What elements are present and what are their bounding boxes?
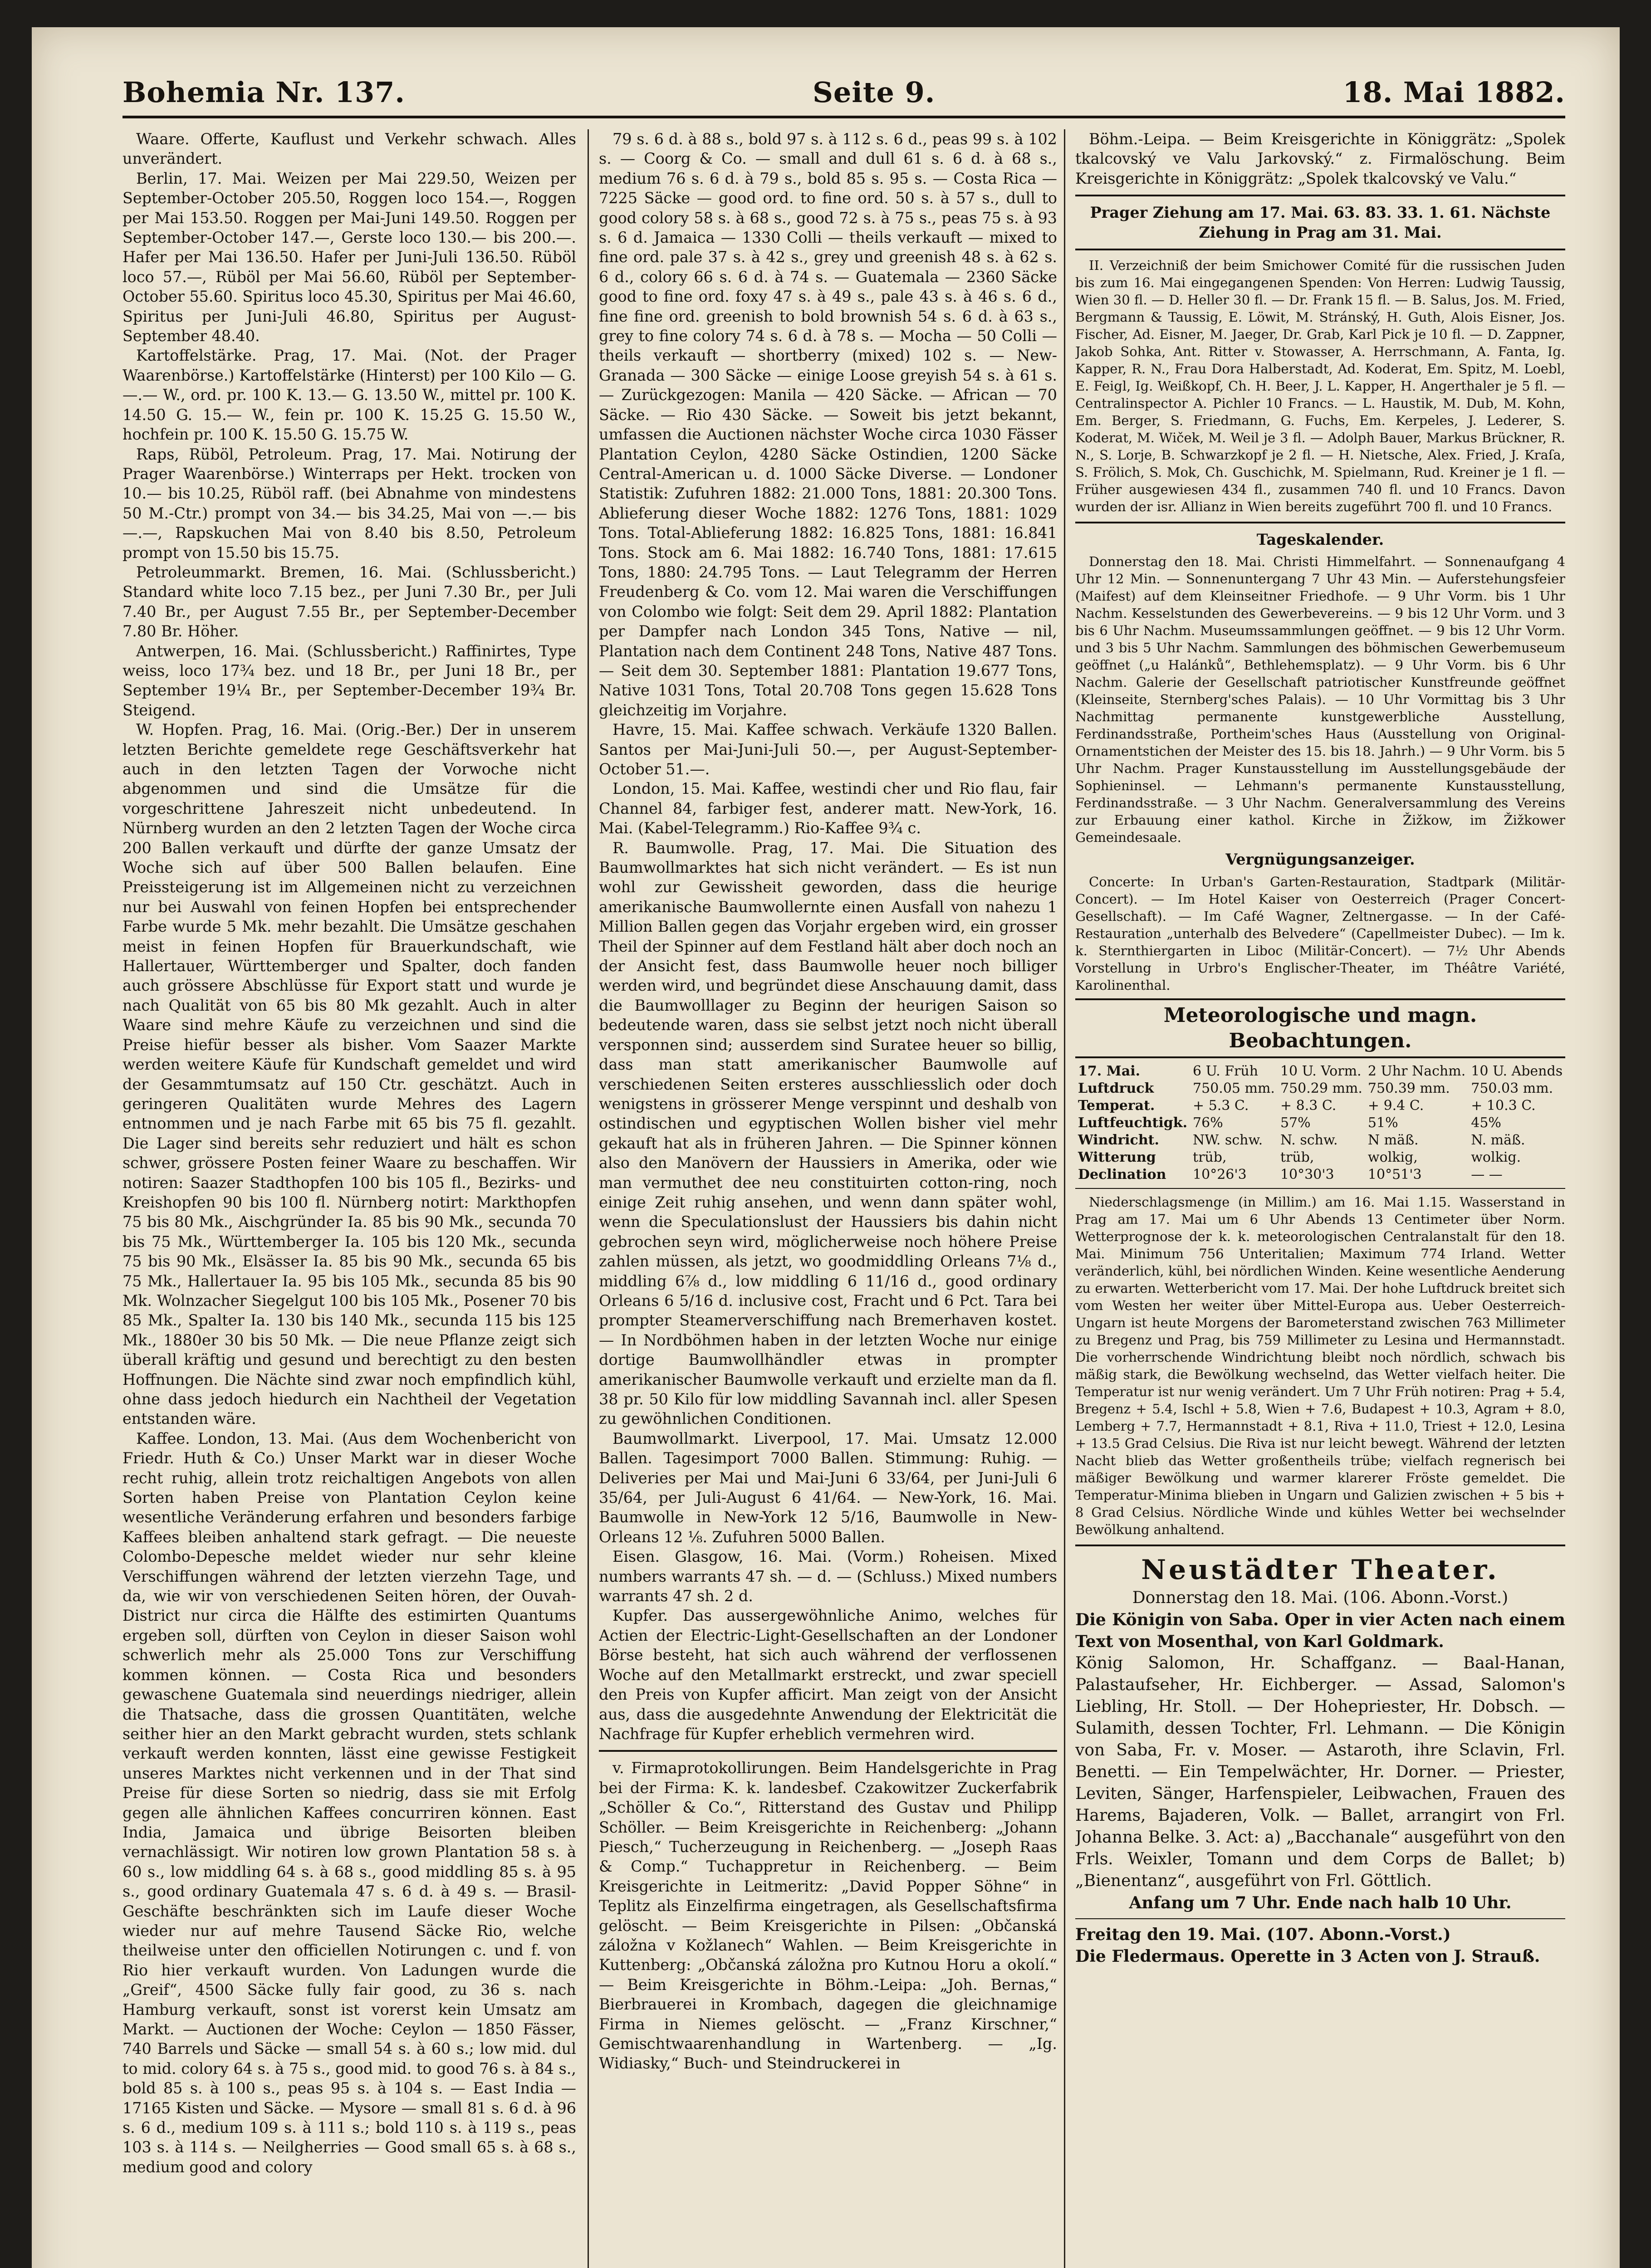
theater-line: Die Königin von Saba. Oper in vier Acten nach einem Text von Mosenthal, von Karl Goldmark. [1075, 1610, 1565, 1651]
article-paragraph: Waare. Offerte, Kauflust und Verkehr schwach. Alles unverändert. [122, 130, 576, 168]
table-row [1075, 1132, 1565, 1149]
theater-line: König Salomon, Hr. Schaffganz. — Baal-Hanan, Palastaufseher, Hr. Eichberger. — Assad, Salomon's Liebling, Hr. Stoll. — Der Hohepriester, Hr. Dobsch. — Sulamith, dessen Tochter, Frl. Lehmann. — Die Königin von Saba, Fr. v. Moser. — Astaroth, ihre Sclavin, Frl. Benetti. — Ein Tempelwächter, Hr. Dorner. — Priester, Leviten, Sänger, Harfenspieler, Leibwachen, Frauen des Harems, Bajaderen, Volk. — Ballet, arrangirt von Frl. Johanna Belke. 3. Act: a) „Bacchanale“ ausgeführt von den Frls. Weixler, Tomann und dem Corps de Ballet; b) „Bienentanz“, ausgeführt von Frl. Göttlich. [1075, 1653, 1565, 1890]
theater-line: Freitag den 19. Mai. (107. Abonn.-Vorst.) [1075, 1925, 1451, 1944]
donations-list: II. Verzeichniß der beim Smichower Comité für die russischen Juden bis zum 16. Mai eingegangenen Spenden: Von Herren: Ludwig Taussig, Wien 30 fl. — D. Heller 30 fl. — Dr. Frank 15 fl. — B. Salus, Jos. M. Fried, Bergmann & Taussig, E. Löwit, M. Stránský, H. Guth, Alois Eisner, Jos. Fischer, Ad. Eisner, M. Jaeger, Dr. Grab, Karl Pick je 10 fl. — D. Zappner, Jakob Sohka, Ant. Ritter v. Stowasser, A. Herrschmann, A. Fanta, Ig. Kapper, R. N., Frau Dora Halberstadt, Ad. Koderat, Em. Spitz, M. Loebl, E. Feigl, Ig. Weißkopf, Ch. H. Beer, J. L. Kapper, H. Angerthaler je 5 fl. — Centralinspector A. Pichler 10 Francs. — L. Haustik, M. Dub, M. Kohn, Em. Berger, S. Friedmann, G. Fuchs, Em. Kerpeles, J. Lederer, S. Koderat, M. Wiček, M. Weil je 3 fl. — Adolph Bauer, Markus Brückner, R. N., S. Lorje, B. Schwarzkopf je 2 fl. — H. Nietsche, Alex. Fried, J. Kraſa, S. Frölich, S. Mok, Ch. Guschichk, M. Spielmann, Rud. Kreiner je 1 fl. — Früher ausgewiesen 434 fl., zusammen 740 fl. und 10 Francs. Davon wurden der isr. Allianz in Wien bereits zugeführt 700 fl. und 10 Francs. [1075, 258, 1565, 515]
article-paragraph: Havre, 15. Mai. Kaffee schwach. Verkäufe 1320 Ballen. Santos per Mai-Juni-Juli 50.—, per August-September-October 51.—. [599, 721, 1057, 778]
table-cell: 750.03 mm. [1471, 1080, 1553, 1096]
table-header-row [1075, 1063, 1565, 1080]
section-rule [1075, 1918, 1565, 1919]
article-paragraph: London, 15. Mai. Kaffee, westindi cher und Rio flau, fair Channel 84, farbiger fest, anderer matt. New-York, 16. Mai. (Kabel-Telegramm.) Rio-Kaffee 9¾ c. [599, 780, 1057, 837]
article-paragraph: Böhm.-Leipa. — Beim Kreisgerichte in Königgrätz: „Spolek tkalcovský ve Valu Jarkovský.“ z. Firmalöschung. Beim Kreisgerichte in Königgrätz: „Spolek tkalcovský ve Valu.“ [1075, 130, 1565, 187]
column-2 [599, 129, 1057, 2268]
article-paragraph: Eisen. Glasgow, 16. Mai. (Vorm.) Roheisen. Mixed numbers warrants 47 sh. — d. — (Schluss.) Mixed numbers warrants 47 sh. 2 d. [599, 1548, 1057, 1605]
article-paragraph: Antwerpen, 16. Mai. (Schlussbericht.) Raffinirtes, Type weiss, loco 17¾ bez. und 18 Br., per Juni 18 Br., per September 19¼ Br., per September-December 19¾ Br. Steigend. [122, 642, 576, 719]
table-cell: trüb, [1193, 1149, 1227, 1165]
table-cell: wolkig. [1471, 1149, 1521, 1165]
entertainment-text: Concerte: In Urban's Garten-Restauration, Stadtpark (Militär-Concert). — Im Hotel Kaiser von Oesterreich (Prager Concert-Gesellschaft). — Im Café Wagner, Zeltnergasse. — In der Café-Restauration „unterhalb des Belvedere“ (Capellmeister Dubec). — Im k. k. Sternthiergarten in Liboc (Militär-Concert). — 7½ Uhr Abends Vorstellung in Urbro's Englischer-Theater, im Théâtre Variété, Karolinenthal. [1075, 874, 1565, 993]
article-paragraph: R. Baumwolle. Prag, 17. Mai. Die Situation des Baumwollmarktes hat sich nicht verändert. — Es ist nun wohl zur Gewissheit geworden, dass die heurige amerikanische Baumwollernte einen Ausfall von nahezu 1 Million Ballen gegen das Vorjahr ergeben wird, ein grosser Theil der Spinner auf dem Festland hält aber doch noch an der Ansicht fest, dass Baumwolle heuer noch billiger werden wird, und begründet diese Anschauung damit, dass die Baumwolllager zu Beginn der heurigen Saison so bedeutende waren, dass sie selbst jetzt noch nicht überall versponnen sind; ausserdem sind Suratee heuer so billig, dass man statt amerikanischer Baumwolle auf verschiedenen Seiten ersteres ausschliesslich oder doch wenigstens in grösserer Menge verspinnt und deshalb von ostindischen und egyptischen Wollen bisher viel mehr gekauft hat als in früheren Jahren. — Die Spinner können also den Manövern der Haussiers in Amerika, oder wie man vermuthet dee neu constituirten cotton-ring, noch einige Zeit ruhig ansehen, und wenn dann später wohl, wenn die Speculationslust der Haussiers bis dahin nicht gebrochen seyn wird, möglicherweise noch höhere Preise zahlen müssen, als jetzt, wo goodmiddling Orleans 7⅛ d., middling 6⅞ d., low middling 6 11/16 d., good ordinary Orleans 6 5/16 d. inclusive cost, Fracht und 6 Pct. Tara bei prompter Steamerverschiffung nach Bremerhaven kostet. — In Nordböhmen haben in der letzten Woche nur einige dortige Baumwollhändler etwas in prompter amerikanischer Baumwolle verkauft und erzielte man da fl. 38 pr. 50 Kilo für low middling Savannah incl. aller Spesen zu gewöhnlichen Conditionen. [599, 839, 1057, 1428]
table-cell: 750.39 mm. [1367, 1080, 1450, 1096]
table-cell: N. mäß. [1471, 1132, 1525, 1148]
column-1 [122, 129, 576, 2268]
table-row [1075, 1080, 1565, 1097]
table-cell: + 9.4 C. [1367, 1097, 1424, 1114]
meteo-title: Meteorologische und magn. Beobachtungen. [1075, 998, 1565, 1058]
article-paragraph: 79 s. 6 d. à 88 s., bold 97 s. à 112 s. 6 d., peas 99 s. à 102 s. — Coorg & Co. — small and dull 61 s. 6 d. à 68 s., medium 76 s. 6 d. à 79 s., bold 85 s. 95 s. — Costa Rica — 7225 Säcke — good ord. to fine ord. 50 s. à 57 s., dull to good colory 58 s. à 68 s., good 72 s. à 75 s., peas 75 s. à 93 s. 6 d. Jamaica — 1330 Colli — theils verkauft — mixed to fine ord. pale 37 s. à 42 s., grey und greenish 48 s. à 62 s. 6 d., colory 66 s. 6 d. à 74 s. — Guatemala — 2360 Säcke good to fine ord. foxy 47 s. à 49 s., pale 43 s. à 46 s. 6 d., fine fine ord. greenish to bold brownish 54 s. 6 d. à 63 s., grey to fine colory 74 s. 6 d. à 78 s. — Mocha — 50 Colli — theils verkauft — shortberry (mixed) 102 s. — New-Granada — 300 Säcke — einige Loose greyish 54 s. à 61 s. — Zurückgezogen: Manila — 420 Säcke. — African — 70 Säcke. — Rio 430 Säcke. — Soweit bis jetzt bekannt, umfassen die Auctionen nächster Woche circa 1030 Fässer Plantation Ceylon, 4280 Säcke Ostindien, 1200 Säcke Central-American u. d. 1000 Säcke Diverse. — Londoner Statistik: Zufuhren 1882: 21.000 Tons, 1881: 20.300 Tons. Ablieferung dieser Woche 1882: 1276 Tons, 1881: 1029 Tons. Total-Ablieferung 1882: 16.825 Tons, 1881: 16.841 Tons. Stock am 6. Mai 1882: 16.740 Tons, 1881: 17.615 Tons, 1880: 24.795 Tons. — Laut Telegramm der Herren Freudenberg & Co. vom 12. Mai waren die Verschiffungen von Colombo wie folgt: Seit dem 29. April 1882: Plantation per Dampfer nach London 345 Tons, Native — nil, Plantation nach dem Continent 248 Tons, Native 487 Tons. — Seit dem 30. September 1881: Plantation 19.677 Tons, Native 1031 Tons, Total 20.708 Tons gegen 15.628 Tons gleichzeitig im Vorjahre. [599, 130, 1057, 719]
table-header-cell: 10 U. Vorm. [1280, 1063, 1362, 1079]
theater-line: Die Fledermaus. Operette in 3 Acten von J. Strauß. [1075, 1946, 1540, 1966]
article-paragraph: Kaffee. London, 13. Mai. (Aus dem Wochenbericht von Friedr. Huth & Co.) Unser Markt war in dieser Woche recht ruhig, allein trotz reichaltigen Angebots von allen Sorten haben Preise von Plantation Ceylon keine wesentliche Veränderung erfahren und besonders farbige Kaffees bleiben anhaltend stark gefragt. — Die neueste Colombo-Depesche meldet wieder nur sehr kleine Verschiffungen während der letzten vierzehn Tage, und da, wie wir von verschiedenen Seiten hören, der Ouvah-District nur circa die Hälfte des estimirten Quantums ergeben soll, dürften von Ceylon in dieser Saison wohl schwerlich mehr als 25.000 Tons zur Verschiffung kommen können. — Costa Rica und besonders gewaschene Guatemala sind neuerdings niedriger, allein die Thatsache, dass die grossen Quantitäten, welche seither hier an den Markt gebracht wurden, stets schlank verkauft werden konnten, lässt eine gewisse Festigkeit unseres Marktes nicht verkennen und in der That sind Preise für diese Sorten so niedrig, dass sie mit Erfolg gegen alle ähnlichen Kaffees concurriren können. East India, Jamaica und übrige Beisorten bleiben vernachlässigt. Wir notiren low grown Plantation 58 s. à 60 s., low middling 64 s. à 68 s., good middling 85 s. à 95 s., good ordinary Guatemala 47 s. 6 d. à 49 s. — Brasil-Geschäfte beschränkten sich im Laufe dieser Woche wieder nur auf mehre Tausend Säcke Rio, welche theilweise unter den officiellen Notirungen c. und f. von Rio hier verkauft wurden. Von Ladungen wurde die „Greif“, 4500 Säcke fully fair good, zu 36 s. nach Hamburg verkauft, sonst ist vorerst kein Umsatz am Markt. — Auctionen der Woche: Ceylon — 1850 Fässer, 740 Barrels und Säcke — small 54 s. à 60 s.; low mid. dul to mid. colory 64 s. à 75 s., good mid. to good 76 s. à 84 s., bold 85 s. à 100 s., peas 95 s. à 104 s. — East India — 17165 Kisten und Säcke. — Mysore — small 81 s. 6 d. à 96 s. 6 d., medium 109 s. à 111 s.; bold 110 s. à 119 s., peas 103 s. à 114 s. — Neilgherries — Good small 65 s. à 68 s., medium good and colory [122, 1429, 576, 2176]
table-cell: 10°30'3 [1280, 1166, 1334, 1183]
table-cell: Declination [1078, 1166, 1166, 1183]
article-paragraph: Kartoffelstärke. Prag, 17. Mai. (Not. der Prager Waarenbörse.) Kartoffelstärke (Hinterst) per 100 Kilo — G. —.— W., ord. pr. 100 K. 13.— G. 13.50 W., mittel pr. 100 K. 14.50 G. 15.— W., fein pr. 100 K. 15.25 G. 15.50 W., hochfein pr. 100 K. 15.50 G. 15.75 W. [122, 347, 576, 444]
lottery-draw: Prager Ziehung am 17. Mai. 63. 83. 33. 1. 61. Nächste Ziehung in Prag am 31. Mai. [1090, 204, 1551, 241]
table-row [1075, 1166, 1565, 1183]
table-cell: + 8.3 C. [1280, 1097, 1337, 1114]
table-row [1075, 1149, 1565, 1166]
theater-title: Neustädter Theater. [1141, 1554, 1499, 1586]
section-rule [599, 1750, 1057, 1752]
calendar-text: Donnerstag den 18. Mai. Christi Himmelfahrt. — Sonnenaufgang 4 Uhr 12 Min. — Sonnenuntergang 7 Uhr 43 Min. — Auferstehungsfeier (Maifest) auf dem Kleinseitner Friedhofe. — 9 Uhr Vorm. bis 1 Uhr Nachm. Kesselstunden des Gewerbevereins. — 9 bis 12 Uhr Vorm. und 3 bis 6 Uhr Nachm. Museumssammlungen geöffnet. — 9 bis 12 Uhr Vorm. und 3 bis 5 Uhr Nachm. Sammlungen des böhmischen Gewerbemuseum geöffnet („u Halánků“, Bethlehemsplatz). — 9 Uhr Vorm. bis 6 Uhr Nachm. Galerie der Gesellschaft patriotischer Kunstfreunde geöffnet (Kleinseite, Sternberg'sches Palais). — 10 Uhr Vormittag bis 3 Uhr Nachmittag permanente kunstgewerbliche Ausstellung, Ferdinandsstraße, Portheim'sches Haus (Ausstellung von Original-Ornamentstichen der Meister des 15. bis 18. Jahrh.) — 9 Uhr Vorm. bis 5 Uhr Nachm. Prager Kunstausstellung im Ausstellungsgebäude der Sophieninsel. — Lehmann's permanente Kunstausstellung, Ferdinandsstraße. — 3 Uhr Nachm. Generalversammlung des Vereins zur Erbauung einer kathol. Kirche in Žižkow, im Žižkower Gemeindesaale. [1075, 554, 1565, 846]
table-cell: Luftdruck [1078, 1080, 1154, 1096]
table-cell: trüb, [1280, 1149, 1314, 1165]
header-page-number: Seite 9. [813, 76, 936, 109]
table-cell: 76% [1193, 1114, 1223, 1131]
table-cell: 51% [1367, 1114, 1398, 1131]
page-header [122, 59, 1565, 109]
table-cell: 750.29 mm. [1280, 1080, 1362, 1096]
table-cell: + 5.3 C. [1193, 1097, 1249, 1114]
section-rule [1075, 1545, 1565, 1546]
table-header-cell: 2 Uhr Nachm. [1367, 1063, 1466, 1079]
section-title: Tageskalender. [1256, 531, 1384, 549]
newspaper-page [32, 27, 1620, 2268]
article-paragraph: Petroleummarkt. Bremen, 16. Mai. (Schlussbericht.) Standard white loco 7.15 bez., per Juni 7.30 Br., per Juli 7.40 Br., per August 7.55 Br., per September-December 7.80 Br. Höher. [122, 563, 576, 640]
table-cell: Witterung [1078, 1149, 1156, 1165]
theater-program [1075, 1587, 1565, 1967]
header-date: 18. Mai 1882. [1342, 76, 1565, 109]
table-header-cell: 17. Mai. [1078, 1063, 1141, 1079]
article-paragraph: W. Hopfen. Prag, 16. Mai. (Orig.-Ber.) Der in unserem letzten Berichte gemeldete rege Geschäftsverkehr hat auch in den letzten Tagen der Vorwoche nicht abgenommen und sind die Umsätze für die vorgeschrittene Jahreszeit nicht unbedeutend. In Nürnberg wurden an den 2 letzten Tagen der Woche circa 200 Ballen verkauft und dürfte der ganze Umsatz der Woche sich auf über 500 Ballen belaufen. Eine Preissteigerung ist im Allgemeinen nicht zu verzeichnen nur bei Auswahl von feinen Hopfen bei entsprechender Farbe wurde 5 Mk. mehr bezahlt. Die Umsätze geschahen meist in feinen Hopfen für Brauerkundschaft, wie Hallertauer, Württemberger und Spalter, doch fanden auch grössere Abschlüsse für Export statt und wurde je nach Qualität von 65 bis 80 Mk gezahlt. Auch in alter Waare sind mehre Käufe zu verzeichnen und sind die Preise hiefür besser als bisher. Vom Saazer Markte werden weitere Käufe für Kundschaft gemeldet und wird der Gesammtumsatz auf 150 Ctr. geschätzt. Auch in geringeren Qualitäten wurde Mehres des Lagern entnommen und je nach Farbe mit 65 bis 75 fl. gezahlt. Die Lager sind bereits sehr reduziert und hält es schon schwer, grössere Posten feiner Waare zu beschaffen. Wir notiren: Saazer Stadthopfen 100 bis 105 fl., Bezirks- und Kreishopfen 90 bis 100 fl. Nürnberg notirt: Markthopfen 75 bis 80 Mk., Aischgründer Ia. 85 bis 90 Mk., secunda 70 bis 75 Mk., Württemberger Ia. 105 bis 120 Mk., secunda 75 bis 90 Mk., Elsässer Ia. 85 bis 90 Mk., secunda 65 bis 75 Mk., Hallertauer Ia. 95 bis 105 Mk., secunda 85 bis 90 Mk. Wolnzacher Siegelgut 100 bis 105 Mk., Posener 70 bis 85 Mk., Spalter Ia. 130 bis 140 Mk., secunda 115 bis 125 Mk., 1880er 30 bis 50 Mk. — Die neue Pflanze zeigt sich überall kräftig und gesund und berechtigt zu den besten Hoffnungen. Die Nächte sind zwar noch empfindlich kühl, ohne dass jedoch hiedurch ein Nachtheil der Vegetation entstanden wäre. [122, 721, 576, 1428]
table-header-cell: 10 U. Abends [1471, 1063, 1563, 1079]
table-header-cell: 6 U. Früh [1193, 1063, 1259, 1079]
table-cell: Temperat. [1078, 1097, 1155, 1114]
article-paragraph: v. Firmaprotokollirungen. Beim Handelsgerichte in Prag bei der Firma: K. k. landesbef. Czakowitzer Zuckerfabrik „Schöller & Co.“, Ritterstand des Gustav und Philipp Schöller. — Beim Kreisgerichte in Reichenberg: „Johann Piesch,“ Tucherzeugung in Reichenberg. — „Joseph Raas & Comp.“ Tuchappretur in Reichenberg. — Beim Kreisgerichte in Leitmeritz: „David Popper Söhne“ in Teplitz als Einzelfirma eingetragen, als Gesellschaftsfirma gelöscht. — Beim Kreisgerichte in Pilsen: „Občanská záložna v Kožlanech“ Wahlen. — Beim Kreisgerichte in Kuttenberg: „Občanská záložna pro Kutnou Horu a okolí.“ — Beim Kreisgerichte in Böhm.-Leipa: „Joh. Bernas,“ Bierbrauerei in Krombach, dagegen die gleichnamige Firma in Niemes gelöscht. — „Franz Kirschner,“ Gemischtwaarenhandlung in Wartenberg. — „Ig. Widiasky,“ Buch- und Steindruckerei in [599, 1759, 1057, 2072]
section-title: Vergnügungsanzeiger. [1225, 850, 1415, 869]
section-rule [1075, 249, 1565, 250]
column-3 [1075, 129, 1565, 2268]
table-cell: Windricht. [1078, 1132, 1159, 1148]
table-cell: 57% [1280, 1114, 1311, 1131]
table-row [1075, 1114, 1565, 1132]
meteo-table [1075, 1063, 1565, 1183]
table-cell: + 10.3 C. [1471, 1097, 1536, 1114]
theater-line: Anfang um 7 Uhr. Ende nach halb 10 Uhr. [1129, 1893, 1512, 1912]
table-cell: — — [1471, 1166, 1503, 1183]
article-paragraph: Berlin, 17. Mai. Weizen per Mai 229.50, Weizen per September-October 205.50, Roggen loco 154.—, Roggen per Mai 153.50. Roggen per Mai-Juni 149.50. Roggen per September-October 147.—, Gerste loco 130.— bis 200.—. Hafer per Mai 136.50. Hafer per Juni-Juli 136.50. Rüböl loco 57.—, Rüböl per Mai 56.60, Rüböl per September-October 55.60. Spiritus loco 45.30, Spiritus per Mai 46.60, Spiritus per Juni-Juli 46.80, Spiritus per August-September 48.40. [122, 169, 576, 345]
table-cell: N. schw. [1280, 1132, 1338, 1148]
header-rule [122, 116, 1565, 118]
table-cell: N mäß. [1367, 1132, 1419, 1148]
header-left: Bohemia Nr. 137. [122, 76, 406, 109]
section-rule [1075, 195, 1565, 196]
table-cell: 45% [1471, 1114, 1501, 1131]
article-paragraph: Kupfer. Das aussergewöhnliche Animo, welches für Actien der Electric-Light-Gesellschaften an der Londoner Börse besteht, hat sich auch während der verflossenen Woche auf den Metallmarkt erstreckt, und zwar speciell den Preis von Kupfer afficirt. Man zeigt von der Ansicht aus, dass die ausgedehnte Anwendung der Elektricität die Nachfrage für Kupfer erheblich vermehren wird. [599, 1607, 1057, 1743]
table-row [1075, 1097, 1565, 1114]
theater-line: Donnerstag den 18. Mai. (106. Abonn.-Vorst.) [1132, 1588, 1509, 1607]
section-rule [1075, 1188, 1565, 1189]
table-cell: wolkig, [1367, 1149, 1418, 1165]
weather-report: Niederschlagsmenge (in Millim.) am 16. Mai 1.15. Wasserstand in Prag am 17. Mai um 6 Uhr Abends 13 Centimeter über Norm. Wetterprognose der k. k. meteorologischen Centralanstalt für den 18. Mai. Minimum 756 Unteritalien; Maximum 774 Irland. Wetter veränderlich, kühl, bei nördlichen Winden. Keine wesentliche Aenderung zu erwarten. Wetterbericht vom 17. Mai. Der hohe Luftdruck breitet sich vom Westen her weiter über Mittel-Europa aus. Ueber Oesterreich-Ungarn ist heute Morgens der Barometerstand zwischen 763 Millimeter zu Bregenz und Prag, bis 759 Millimeter zu Lesina und Hermannstadt. Die vorherrschende Windrichtung bleibt noch nördlich, schwach bis mäßig stark, die Bewölkung wechselnd, das Wetter vielfach heiter. Die Temperatur ist nur wenig verändert. Um 7 Uhr Früh notiren: Prag + 5.4, Bregenz + 5.4, Ischl + 5.8, Wien + 7.6, Budapest + 10.3, Agram + 8.0, Lemberg + 7.7, Hermannstadt + 8.1, Riva + 11.0, Triest + 12.0, Lesina + 13.5 Grad Celsius. Die Riva ist nur leicht bewegt. Während der letzten Nacht blieb das Wetter großentheils trübe; vielfach regnerisch bei mäßiger Bewölkung und warmer klarerer Fröste gemeldet. Die Temperatur-Minima blieben in Ungarn und Galizien zwischen + 5 bis + 8 Grad Celsius. Nördliche Winde und kühles Wetter bei wechselnder Bewölkung anhaltend. [1075, 1194, 1565, 1537]
table-cell: Luftfeuchtigk. [1078, 1114, 1188, 1131]
article-paragraph: Raps, Rüböl, Petroleum. Prag, 17. Mai. Notirung der Prager Waarenbörse.) Winterraps per Hekt. trocken von 10.— bis 10.25, Rüböl raff. (bei Abnahme von mindestens 50 M.-Ctr.) prompt von 34.— bis 34.25, Mai von —.— bis —.—, Rapskuchen Mai von 8.40 bis 8.50, Petroleum prompt von 15.50 bis 15.75. [122, 445, 576, 562]
table-cell: 750.05 mm. [1193, 1080, 1275, 1096]
column-divider [1064, 129, 1065, 2268]
table-cell: 10°26'3 [1193, 1166, 1247, 1183]
article-paragraph: Baumwollmarkt. Liverpool, 17. Mai. Umsatz 12.000 Ballen. Tagesimport 7000 Ballen. Stimmung: Ruhig. — Deliveries per Mai und Mai-Juni 6 33/64, per Juni-Juli 6 35/64, per Juli-August 6 41/64. — New-York, 16. Mai. Baumwolle in New-York 12 5/16, Baumwolle in New-Orleans 12 ⅛. Zufuhren 5000 Ballen. [599, 1429, 1057, 1546]
section-rule [1075, 522, 1565, 523]
table-cell: NW. schw. [1193, 1132, 1263, 1148]
column-divider [588, 129, 589, 2268]
table-cell: 10°51'3 [1367, 1166, 1422, 1183]
